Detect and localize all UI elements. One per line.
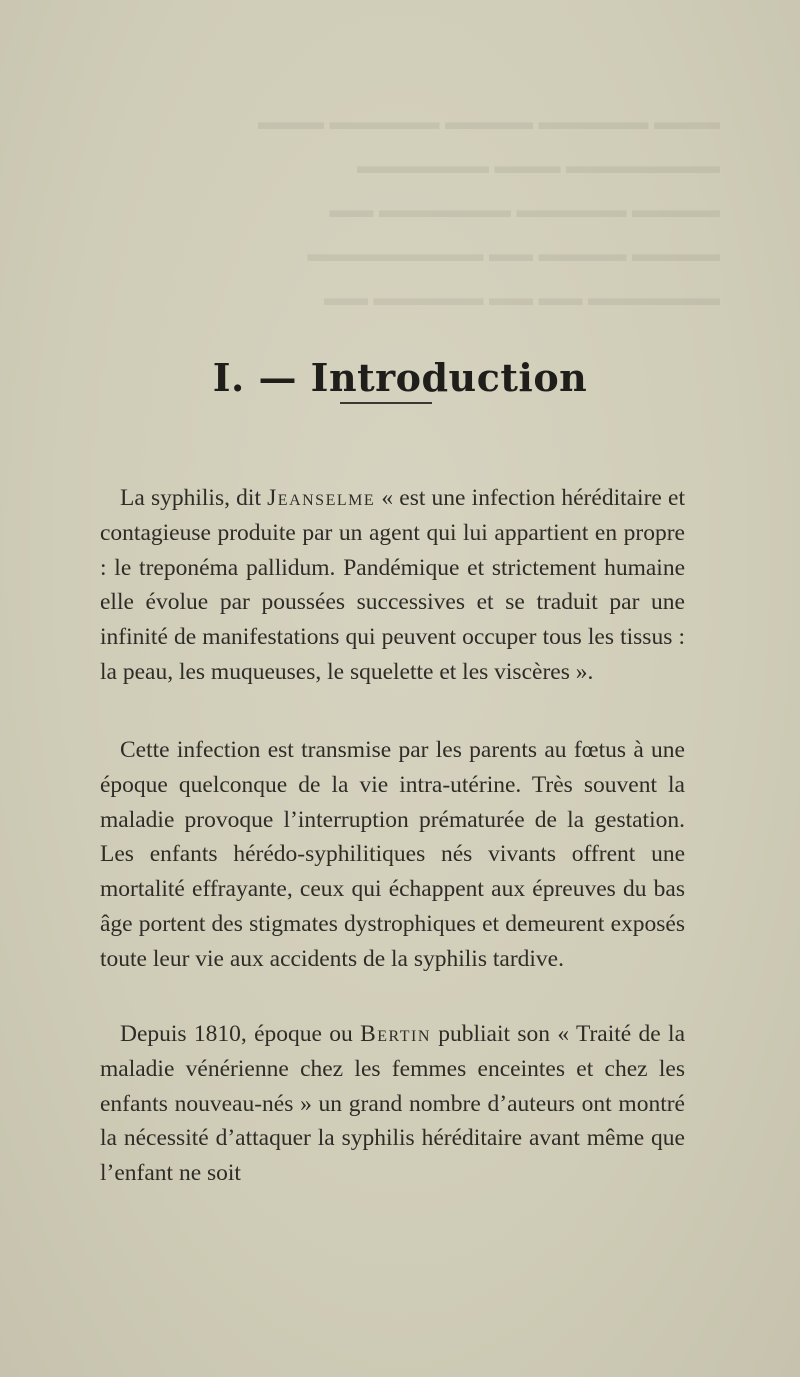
paragraph-1-quote: « est une infection héréditaire et contagieuse produite par un agent qui lui appartient en propre : le treponéma pallidum. Pandémique et strictement humaine elle évolue par poussées successives et se traduit par une infinité de manifestations qui peuvent occuper tous les tissus : la peau, les muqueuses, le squelette et les viscères ». [100,485,685,685]
bleed-through-text: ▬▬▬ ▬▬▬▬▬ ▬▬▬▬ ▬▬▬▬▬ ▬▬▬ ▬▬▬▬▬▬▬ ▬▬▬ ▬▬▬▬▬▬ ▬▬▬▬ ▬▬▬▬▬ ▬▬▬▬▬▬ ▬▬ ▬▬▬▬ ▬▬▬▬ ▬▬ ▬▬▬▬▬▬▬▬ ▬▬▬▬▬▬ ▬▬ ▬▬ ▬▬▬▬▬ ▬▬ [258,109,720,310]
paragraph-3-start: Depuis 1810, époque ou [120,1021,361,1047]
author-name-jeanselme: Jeanselme [267,485,376,511]
title-rule [340,402,432,404]
chapter-title: I. — Introduction [212,355,588,401]
paragraph-1 [100,481,685,690]
paragraph-2 [100,733,685,977]
paragraph-2-text: Cette infection est transmise par les parents au fœtus à une époque quelconque de la vie intra-utérine. Très souvent la maladie provoque l’interruption prématurée de la gestation. Les enfants hérédo-syphilitiques nés vivants offrent une mortalité effrayante, ceux qui échappent aux épreuves du bas âge portent des stigmates dystrophiques et demeurent exposés toute leur vie aux accidents de la syphilis tardive. [100,737,685,972]
author-name-bertin: Bertin [360,1021,431,1047]
paragraph-1-start: La syphilis, dit [120,485,268,511]
paragraph-3-rest: publiait son « Traité de la maladie vénérienne chez les femmes enceintes et chez les enfants nouveau-nés » un grand nombre d’auteurs ont montré la nécessité d’attaquer la syphilis héréditaire avant même que l’enfant ne soit [100,1021,686,1187]
paragraph-3 [100,1017,685,1191]
